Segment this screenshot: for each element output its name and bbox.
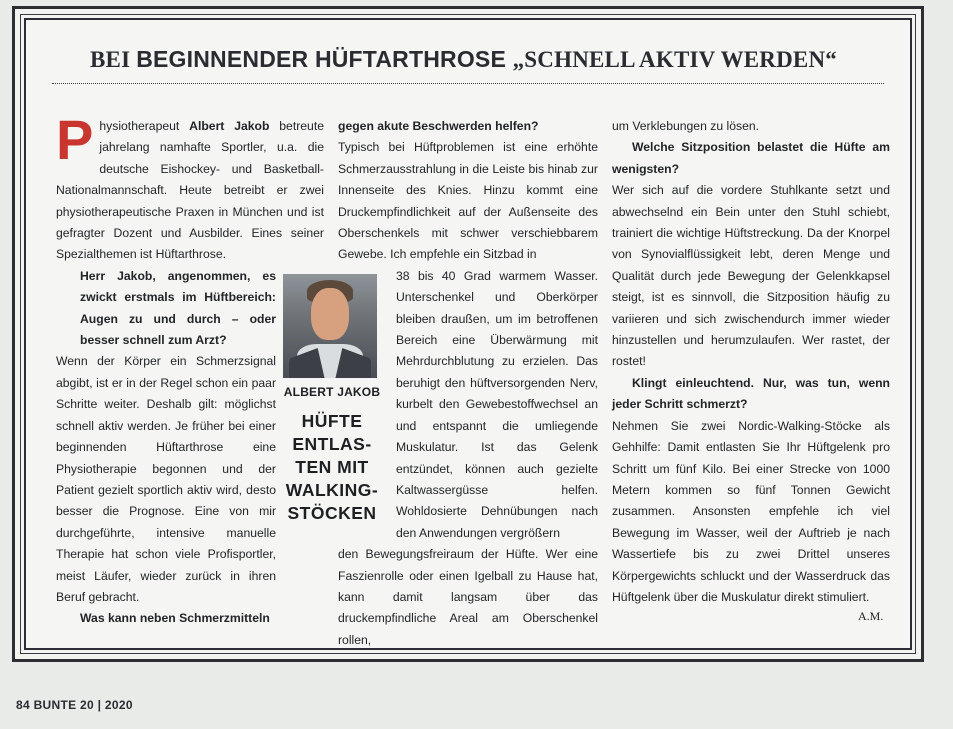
- answer-2b: 38 bis 40 Grad warmem Wasser. Unterschenkel und Oberkörper bleiben draußen, um im betroffenen Bereich eine Überwärmung mit Mehrdurchblutung zu erzielen. Das beruhigt den hüftversorgenden Nerv, kurbelt den Gewebestoffwechsel an und entspannt die umliegende Muskulatur. Ist das Gelenk entzündet, können auch gezielte Kaltwassergüsse helfen. Wohldosierte Dehnübungen nach den Anwendungen vergrößern: [396, 268, 598, 540]
- caption-line: WALKING-: [285, 480, 379, 500]
- answer-2c: den Bewegungsfreiraum der Hüfte. Wer eine Faszienrolle oder einen Igelball zu Hause hat, kann damit langsam über das druckempfindliche Areal am Oberschenkel rollen,: [338, 547, 598, 647]
- page-folio: 84 BUNTE 20 | 2020: [16, 698, 133, 712]
- caption-line: HÜFTE: [301, 411, 363, 431]
- headline-part-3: „SCHNELL AKTIV WERDEN“: [512, 47, 837, 72]
- dropcap: P: [56, 108, 94, 171]
- interviewee-name: Albert Jakob: [189, 119, 270, 133]
- question-2-end: gegen akute Beschwerden helfen?: [338, 119, 539, 133]
- headline-part-2: BEGINNENDER HÜFTARTHROSE: [136, 46, 513, 72]
- answer-1: Wenn der Körper ein Schmerzsignal abgibt, ist er in der Regel schon ein paar Schritte weiter. Deshalb gilt: möglichst schnell aktiv werden. Je früher bei einer beginnenden Hüftarthrose eine Physiotherapie begonnen und der Patient gezielt sportlich aktiv wird, desto besser die Prognose. Eine von mir durchgeführte, intensive manuelle Therapie hat schon viele Profisportler, meist Läufer, wieder zurück in ihren Beruf gebracht.: [56, 354, 276, 604]
- question-2-start: Was kann neben Schmerzmitteln: [80, 611, 270, 626]
- question-3: Welche Sitzposition belastet die Hüfte am wenigsten?: [612, 140, 890, 176]
- question-4: Klingt einleuchtend. Nur, was tun, wenn jeder Schritt schmerzt?: [612, 375, 890, 412]
- intro-text-start: hysiotherapeut: [99, 119, 190, 133]
- answer-4: Nehmen Sie zwei Nordic-Walking-Stöcke als Gehhilfe: Damit entlasten Sie Ihr Hüftgelenk pro Schritt um fünf Kilo. Bei einer Strecke von 1000 Metern kommen so fünf Tonnen Gewicht zusammen. Ansonsten empfehle ich viel Bewegung im Wasser, weil der Auftrieb je nach Wassertiefe bis zu zwei Drittel unseres Körpergewichts schluckt und der Wasserdruck das Hüftgelenk über die Muskulatur direkt stimuliert.: [612, 418, 890, 604]
- answer-2a: Typisch bei Hüftproblemen ist eine erhöhte Schmerzausstrahlung in die Leiste bis hinab zur Innenseite des Knies. Hinzu kommt eine Druckempfindlichkeit auf der Außenseite des Oberschenkels mit schwer verschiebbarem Gewebe. Ich empfehle ein Sitzbad in: [338, 140, 598, 262]
- author-initials: A.M.: [858, 609, 884, 623]
- caption-line: ENTLAS-: [292, 434, 372, 454]
- intro-text: betreute jahrelang namhafte Sportler, u.a. die deutsche Eishockey- und Basketball-Nationalmannschaft. Heute betreibt er zwei physiotherapeutische Praxen in München und ist gefragter Dozent und Ausbilder. Eines seiner Spezialthemen ist Hüftarthrose.: [56, 119, 324, 262]
- question-1: Herr Jakob, angenommen, es zwickt erstmals im Hüftbereich: Augen zu und durch – oder besser schnell zum Arzt?: [80, 268, 276, 348]
- headline: [90, 46, 870, 73]
- answer-3: Wer sich auf die vordere Stuhlkante setzt und abwechselnd ein Bein unter den Stuhl schiebt, trainiert die wichtige Hüftstreckung. Da der Knorpel von Synovialflüssigkeit lebt, deren Menge und Qualität durch jede Bewegung der Gelenkkapsel steigt, ist es sinnvoll, die Sitzposition häufig zu variieren und sich zwischendurch immer wieder hinzustellen und herumzulaufen. Wer rastet, der rostet!: [612, 183, 890, 369]
- caption-line: STÖCKEN: [287, 503, 377, 523]
- headline-part-1: BEI: [90, 47, 137, 72]
- portrait-name: ALBERT JAKOB: [283, 385, 381, 399]
- column-2: [338, 116, 598, 651]
- intro-paragraph: [56, 108, 324, 266]
- column-3: [612, 116, 890, 608]
- caption-line: TEN MIT: [295, 457, 369, 477]
- headline-rule: [52, 83, 884, 84]
- answer-2-end: um Verklebungen zu lösen.: [612, 119, 760, 133]
